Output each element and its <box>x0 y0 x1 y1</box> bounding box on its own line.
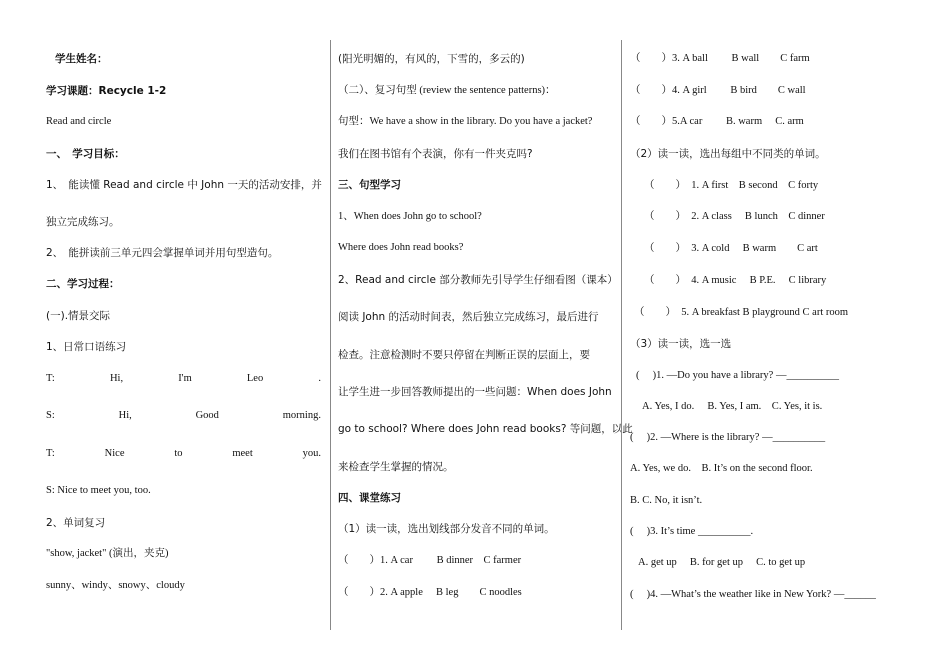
choice-options-2: A. Yes, we do. B. It’s on the second floor. <box>630 463 813 474</box>
process-heading: 二、学习过程： <box>46 278 120 290</box>
pronunciation-item-2: （ ）2. A apple B leg C noodles <box>338 587 522 598</box>
column-right <box>622 0 942 672</box>
situational-dialogue-heading: (一).情景交际 <box>46 310 111 322</box>
class-practice-heading: 四、课堂练习 <box>338 492 401 504</box>
pronunciation-exercise-heading: （1）读一读，选出划线部分发音不同的单词。 <box>338 523 555 535</box>
pronunciation-item-3: （ ）3. A ball B wall C farm <box>630 53 810 64</box>
instruction-line-2: 阅读 John 的活动时间表，然后独立完成练习，最后进行 <box>338 311 599 323</box>
dialog-word: Nice <box>104 448 125 459</box>
pattern-learning-heading: 三、句型学习 <box>338 179 401 191</box>
column-middle <box>331 0 633 672</box>
dialog-word: S: <box>46 410 55 421</box>
pattern-translation: 我们在图书馆有个表演，你有一件夹克吗? <box>338 148 533 160</box>
dialog-word: Hi, <box>109 373 124 384</box>
dialog-line-student-1 <box>46 409 321 423</box>
choice-options-2-cont: B. C. No, it isn’t. <box>630 495 703 506</box>
dialog-word: . <box>318 373 321 384</box>
column-left <box>0 0 330 672</box>
choice-question-1: ( )1. —Do you have a library? —__________ <box>636 370 839 381</box>
dialog-line-teacher-1 <box>46 372 321 386</box>
choice-options-1: A. Yes, I do. B. Yes, I am. C. Yes, it is. <box>642 401 823 412</box>
choice-question-2: ( )2. —Where is the library? —__________ <box>630 432 826 443</box>
vocabulary-line-1: "show, jacket" (演出，夹克) <box>46 548 169 559</box>
choice-question-4: ( )4. —What’s the weather like in New York? —______ <box>630 589 876 600</box>
instruction-line-3: 检查。注意检测时不要只停留在判断正误的层面上，要 <box>338 349 590 361</box>
choice-exercise-heading: （3）读一读，选一选 <box>630 338 732 350</box>
dialog-word: to <box>174 448 183 459</box>
vocabulary-review-heading: 2、单词复习 <box>46 517 106 529</box>
dialog-word: I'm <box>178 373 192 384</box>
goals-heading: 一、 学习目标： <box>46 148 125 160</box>
dialog-word: meet <box>232 448 253 459</box>
pronunciation-item-5: （ ）5.A car B. warm C. arm <box>630 116 804 127</box>
odd-one-out-item-1: （ ） 1. A first B second C forty <box>644 180 819 191</box>
student-name-label: 学生姓名： <box>55 53 108 65</box>
dialog-word: T: <box>46 448 55 459</box>
odd-one-out-heading: （2）读一读，选出每组中不同类的单词。 <box>630 148 826 160</box>
lesson-title: 学习课题：Recycle 1-2 <box>46 85 167 97</box>
dialog-word: Leo <box>246 373 264 384</box>
dialog-word: you. <box>302 448 321 459</box>
review-patterns-heading: （二）、复习句型 (review the sentence patterns)： <box>338 85 556 96</box>
weather-translation: (阳光明媚的，有风的，下雪的，多云的) <box>338 53 525 65</box>
question-1: 1、When does John go to school? <box>338 211 482 222</box>
goal-1-line-1: 1、 能读懂 Read and circle 中 John 一天的活动安排，并 <box>46 179 322 191</box>
vocabulary-line-2: sunny、windy、snowy、cloudy <box>46 580 185 591</box>
read-circle-label: Read and circle <box>46 116 112 127</box>
dialog-word: Good <box>195 410 219 421</box>
instruction-line-6: 来检查学生掌握的情况。 <box>338 461 454 473</box>
odd-one-out-item-2: （ ） 2. A class B lunch C dinner <box>644 211 825 222</box>
dialog-word: Hi, <box>118 410 132 421</box>
instruction-line-5: go to school? Where does John read books? 等问题，以此 <box>338 423 633 435</box>
question-2: Where does John read books? <box>338 242 464 253</box>
dialog-word: morning. <box>282 410 321 421</box>
goal-2: 2、 能拼读前三单元四会掌握单词并用句型造句。 <box>46 247 279 259</box>
choice-options-3: A. get up B. for get up C. to get up <box>638 557 806 568</box>
dialog-word: T: <box>46 373 55 384</box>
odd-one-out-item-5: （ ） 5. A breakfast B playground C art room <box>634 307 849 318</box>
instruction-line-4: 让学生进一步回答教师提出的一些问题：When does John <box>338 386 612 398</box>
dialog-line-student-2: S: Nice to meet you, too. <box>46 485 151 496</box>
goal-1-line-2: 独立完成练习。 <box>46 216 120 228</box>
dialog-line-teacher-2 <box>46 447 321 461</box>
odd-one-out-item-4: （ ） 4. A music B P.E. C library <box>644 275 827 286</box>
pronunciation-item-1: （ ）1. A car B dinner C farmer <box>338 555 522 566</box>
pronunciation-item-4: （ ）4. A girl B bird C wall <box>630 85 806 96</box>
odd-one-out-item-3: （ ） 3. A cold B warm C art <box>644 243 818 254</box>
pattern-example: 句型：We have a show in the library. Do you have a jacket? <box>338 116 593 127</box>
daily-oral-practice-heading: 1、日常口语练习 <box>46 341 127 353</box>
choice-question-3: ( )3. It’s time __________. <box>630 526 754 537</box>
instruction-line-1: 2、Read and circle 部分教师先引导学生仔细看图（课本） <box>338 274 618 286</box>
